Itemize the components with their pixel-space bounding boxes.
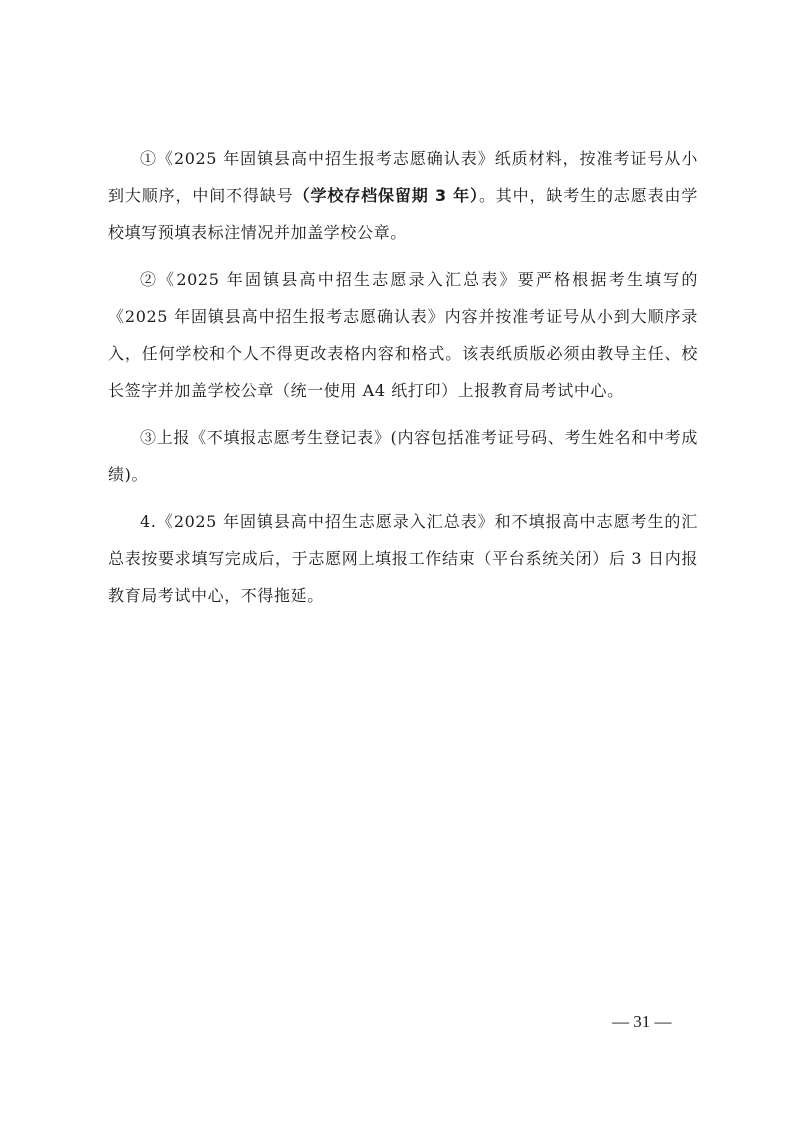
document-body <box>108 140 698 624</box>
paragraph-4-text: 4.《2025 年固镇县高中招生志愿录入汇总表》和不填报高中志愿考生的汇总表按要求填写完成后，于志愿网上填报工作结束（平台系统关闭）后 3 日内报教育局考试中心，不得拖延。 <box>108 512 698 605</box>
paragraph-2 <box>108 261 698 409</box>
paragraph-1-bold-note: （学校存档保留期 3 年） <box>293 186 479 205</box>
paragraph-2-text: ②《2025 年固镇县高中招生志愿录入汇总表》要严格根据考生填写的《2025 年固镇县高中招生报考志愿确认表》内容并按准考证号从小到大顺序录入，任何学校和个人不得更改表格内容和格式。该表纸质版必须由教导主任、校长签字并加盖学校公章（统一使用 A4 纸打印）上报教育局考试中心。 <box>108 270 698 400</box>
paragraph-4 <box>108 503 698 614</box>
paragraph-1 <box>108 140 698 251</box>
page-number: — 31 — <box>612 1012 672 1031</box>
paragraph-1-text-b: 。其中，缺考生的志愿表由学校填写预填表标注情况并加盖学校公章。 <box>108 186 698 242</box>
paragraph-3-text: ③上报《不填报志愿考生登记表》(内容包括准考证号码、考生姓名和中考成绩)。 <box>108 428 698 484</box>
paragraph-1-text-a: ①《2025 年固镇县高中招生报考志愿确认表》纸质材料，按准考证号从小到大顺序，中间不得缺号 <box>108 149 698 205</box>
paragraph-3 <box>108 419 698 493</box>
